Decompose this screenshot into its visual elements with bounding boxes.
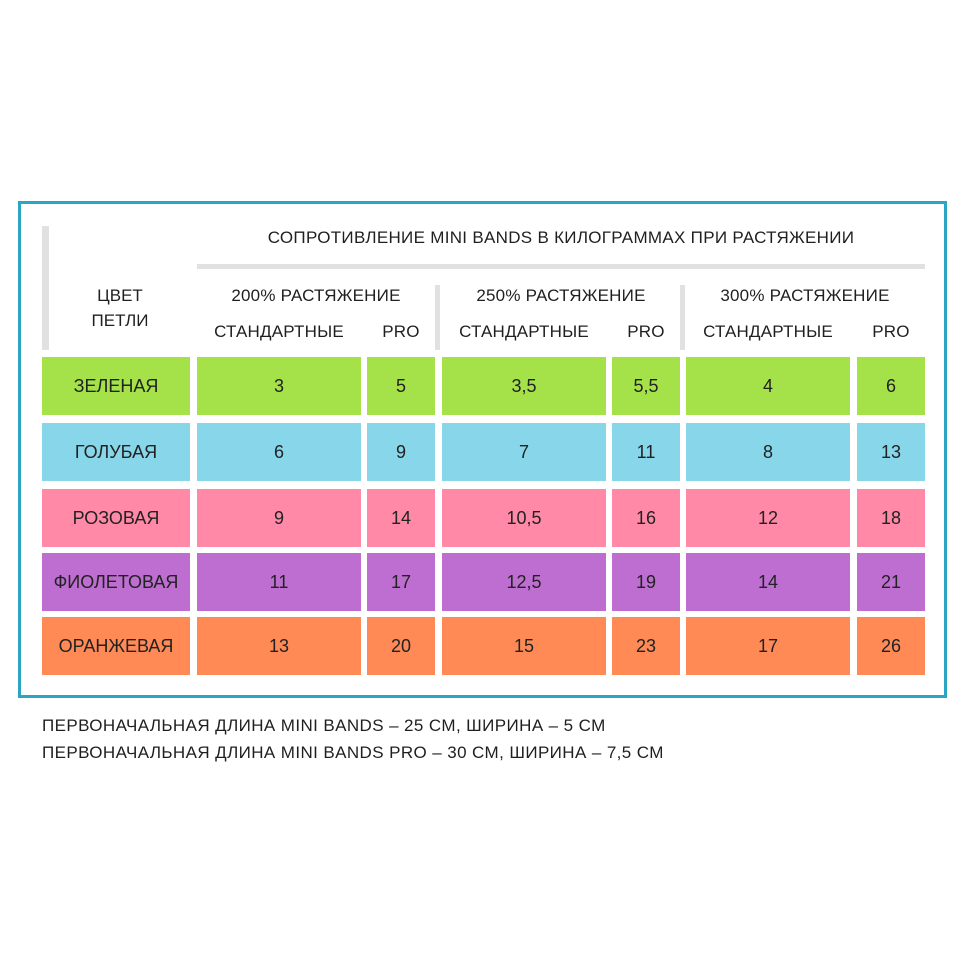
cell-blue-250-standard: 7 [442,423,606,481]
cell-green-300-pro: 6 [857,357,925,415]
cell-purple-250-standard: 12,5 [442,553,606,611]
cell-purple-200-pro: 17 [367,553,435,611]
row-label-green: ЗЕЛЕНАЯ [42,357,190,415]
cell-green-200-pro: 5 [367,357,435,415]
cell-pink-300-standard: 12 [686,489,850,547]
cell-pink-250-pro: 16 [612,489,680,547]
cell-blue-250-pro: 11 [612,423,680,481]
cell-orange-300-standard: 17 [686,617,850,675]
subheader-pro-300: PRO [872,322,910,341]
cell-orange-300-pro: 26 [857,617,925,675]
row-header [45,283,195,333]
cell-blue-200-pro: 9 [367,423,435,481]
subheader-standard-250: СТАНДАРТНЫЕ [459,322,589,341]
cell-blue-200-standard: 6 [197,423,361,481]
cell-green-250-pro: 5,5 [612,357,680,415]
title-underline [197,264,925,269]
row-header-line-1: ЦВЕТ [97,286,143,305]
cell-green-200-standard: 3 [197,357,361,415]
footnote-mini-bands-pro: ПЕРВОНАЧАЛЬНАЯ ДЛИНА MINI BANDS PRO – 30 СМ, ШИРИНА – 7,5 СМ [42,743,664,762]
cell-orange-250-standard: 15 [442,617,606,675]
cell-blue-300-pro: 13 [857,423,925,481]
cell-purple-300-standard: 14 [686,553,850,611]
subheader-standard-300: СТАНДАРТНЫЕ [703,322,833,341]
table-title: СОПРОТИВЛЕНИЕ MINI BANDS В КИЛОГРАММАХ ПРИ РАСТЯЖЕНИИ [267,228,855,247]
group-separator-1 [435,285,440,350]
subheader-standard-200: СТАНДАРТНЫЕ [214,322,344,341]
row-label-pink: РОЗОВАЯ [42,489,190,547]
group-header-200: 200% РАСТЯЖЕНИЕ [231,286,401,305]
row-label-blue: ГОЛУБАЯ [42,423,190,481]
cell-orange-200-pro: 20 [367,617,435,675]
cell-pink-200-standard: 9 [197,489,361,547]
group-header-250: 250% РАСТЯЖЕНИЕ [476,286,646,305]
footnote-mini-bands: ПЕРВОНАЧАЛЬНАЯ ДЛИНА MINI BANDS – 25 СМ, ШИРИНА – 5 СМ [42,716,606,735]
cell-green-300-standard: 4 [686,357,850,415]
group-header-300: 300% РАСТЯЖЕНИЕ [720,286,890,305]
cell-purple-250-pro: 19 [612,553,680,611]
row-label-orange: ОРАНЖЕВАЯ [42,617,190,675]
cell-orange-200-standard: 13 [197,617,361,675]
cell-blue-300-standard: 8 [686,423,850,481]
cell-pink-250-standard: 10,5 [442,489,606,547]
cell-pink-200-pro: 14 [367,489,435,547]
subheader-pro-250: PRO [627,322,665,341]
cell-purple-300-pro: 21 [857,553,925,611]
cell-orange-250-pro: 23 [612,617,680,675]
cell-green-250-standard: 3,5 [442,357,606,415]
subheader-pro-200: PRO [382,322,420,341]
cell-pink-300-pro: 18 [857,489,925,547]
row-label-purple: ФИОЛЕТОВАЯ [42,553,190,611]
group-separator-2 [680,285,685,350]
row-header-line-2: ПЕТЛИ [91,311,149,330]
cell-purple-200-standard: 11 [197,553,361,611]
